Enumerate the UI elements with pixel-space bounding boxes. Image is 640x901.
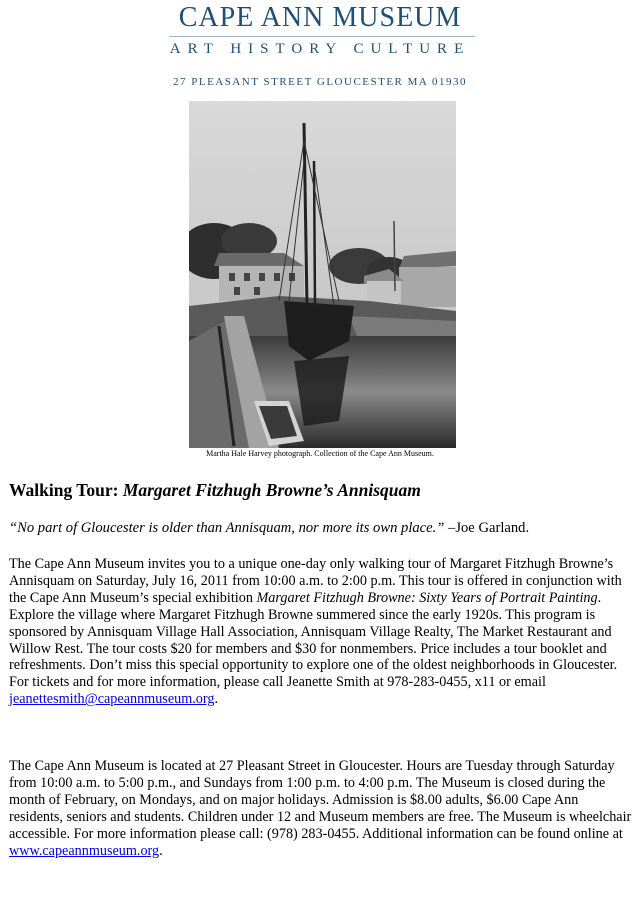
museum-name: CAPE ANN MUSEUM: [178, 2, 462, 33]
article-quote: [9, 520, 634, 537]
exhibition-title: Margaret Fitzhugh Browne: Sixty Years of Portrait Painting: [256, 589, 598, 606]
para2-end: .: [159, 842, 163, 859]
title-italic: Margaret Fitzhugh Browne’s Annisquam: [122, 480, 421, 500]
para2-text: The Cape Ann Museum is located at 27 Pleasant Street in Gloucester. Hours are Tuesday through Saturday from 10:00 a.m. to 5:00 p.m., and Sundays from 1:00 p.m. to 4:00 p.m. The Museum is closed during the month of February, on Mondays, and on major holidays. Admission is $8.00 adults, $6.00 Cape Ann residents, seniors and students. Children under 12 and Museum members are free. The Museum is wheelchair accessible. For more information please call: (978) 283-0455. Additional information can be found online at: [9, 758, 632, 842]
para1-text-a: The Cape Ann Museum invites you to a unique one-day only walking tour of Margaret Fitzhugh Browne’s Annisquam on Saturday, July 16, 2011 from 10:00 a.m. to 2:00 p.m. This tour is offered in conjunction with the Cape Ann Museum’s special exhibition: [9, 556, 622, 606]
photo-caption: Martha Hale Harvey photograph. Collection of the Cape Ann Museum.: [206, 449, 434, 458]
quote-attribution: –Joe Garland.: [444, 520, 530, 536]
article-title: [9, 480, 629, 501]
para1-text-b: . Explore the village where Margaret Fitzhugh Browne summered since the early 1920s. This program is sponsored by Annisquam Village Hall Association, Annisquam Village Realty, The Market Restaurant and Willow Rest. The tour costs $20 for members and $30 for nonmembers. Price includes a tour booklet and refreshments. Don’t miss this special opportunity to explore one of the oldest neighborhoods in Gloucester. For tickets and for more information, please call Jeanette Smith at 978-283-0455, x11 or email: [9, 589, 618, 691]
tour-paragraph: [9, 556, 634, 708]
ship-photo: [189, 101, 456, 448]
museum-info-paragraph: [9, 758, 634, 859]
email-link[interactable]: jeanettesmith@capeannmuseum.org: [9, 691, 215, 708]
museum-address: 27 PLEASANT STREET GLOUCESTER MA 01930: [172, 76, 468, 88]
title-prefix: Walking Tour:: [9, 480, 123, 500]
website-link[interactable]: www.capeannmuseum.org: [9, 842, 160, 859]
header-divider: [169, 36, 475, 37]
quote-text: “No part of Gloucester is older than Annisquam, nor more its own place.”: [9, 520, 445, 536]
para1-end: .: [214, 691, 219, 708]
museum-tagline: ART HISTORY CULTURE: [169, 41, 471, 57]
